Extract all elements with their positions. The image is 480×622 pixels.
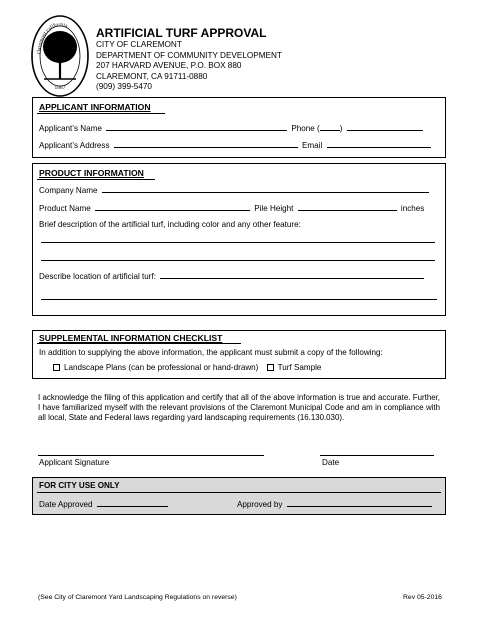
location-field[interactable] [160,270,424,279]
supplemental-intro: In addition to supplying the above information, the applicant must submit a copy of the following: [39,348,383,357]
applicant-address-label: Applicant’s Address [39,141,110,150]
city-use-title: FOR CITY USE ONLY [39,481,120,490]
city-seal-logo [30,13,90,99]
header-line: CLAREMONT, CA 91711-0880 [96,71,208,81]
inches-label: inches [400,204,425,213]
applicant-name-label: Applicant’s Name [39,124,102,133]
applicant-address-field[interactable] [114,139,298,148]
supplemental-section [32,330,446,379]
header-line: (909) 399-5470 [96,82,152,92]
email-field[interactable] [327,139,431,148]
phone-label-close: ) [339,124,343,133]
city-use-section [32,477,446,515]
title-rule [37,179,155,180]
header-line: 207 HARVARD AVENUE, P.O. BOX 880 [96,61,242,71]
seal-year: 1887 [54,85,66,91]
revision-label: Rev 05-2016 [403,594,442,601]
applicant-name-field[interactable] [106,122,287,131]
checklist-item-label: Landscape Plans (can be professional or hand-drawn) [64,363,259,372]
description-line-2[interactable] [41,260,435,261]
acknowledgement-text: I acknowledge the filing of this application and certify that all of the above information is true and accurate. Further, I have familiarized myself with the relevant provisions of the Claremont Municipal Code and am in compliance with all local, State and Federal laws regarding yard landscaping requirements (16.130.030). [38,393,440,423]
product-section [32,163,446,316]
header-line: DEPARTMENT OF COMMUNITY DEVELOPMENT [96,50,282,60]
location-line-2[interactable] [41,299,437,300]
header-line: CITY OF CLAREMONT [96,40,182,49]
signature-date-label: Date [322,458,340,467]
phone-area-code-field[interactable] [320,122,340,131]
company-name-field[interactable] [102,184,429,193]
product-name-label: Product Name [39,204,91,213]
location-label: Describe location of artificial turf: [39,272,156,281]
applicant-section [32,97,446,158]
date-approved-label: Date Approved [39,500,93,509]
landscape-plans-checkbox[interactable] [53,364,60,371]
title-rule [37,343,241,344]
date-approved-field[interactable] [97,498,168,507]
section-title: APPLICANT INFORMATION [39,102,151,112]
pile-height-field[interactable] [298,202,397,211]
section-title: PRODUCT INFORMATION [39,168,144,178]
description-line-1[interactable] [41,242,435,243]
phone-number-field[interactable] [347,122,423,131]
applicant-signature-field[interactable] [38,455,264,456]
form-title: ARTIFICIAL TURF APPROVAL [96,26,267,40]
company-name-label: Company Name [39,186,98,195]
product-name-field[interactable] [95,202,250,211]
turf-sample-checkbox[interactable] [267,364,274,371]
title-rule [37,113,165,114]
seal-text: claremont california [36,21,69,55]
phone-label: Phone ( [291,124,320,133]
checklist-item-label: Turf Sample [277,363,322,372]
pile-height-label: Pile Height [254,204,294,213]
signature-date-field[interactable] [320,455,434,456]
title-rule [37,492,441,493]
approved-by-label: Approved by [237,500,283,509]
email-label: Email [302,141,323,150]
section-title: SUPPLEMENTAL INFORMATION CHECKLIST [39,333,223,343]
footer-note: (See City of Claremont Yard Landscaping Regulations on reverse) [38,594,237,601]
description-label: Brief description of the artificial turf, including color and any other feature: [39,220,301,229]
form-header [96,27,282,93]
approved-by-field[interactable] [287,498,432,507]
applicant-signature-label: Applicant Signature [39,458,110,467]
